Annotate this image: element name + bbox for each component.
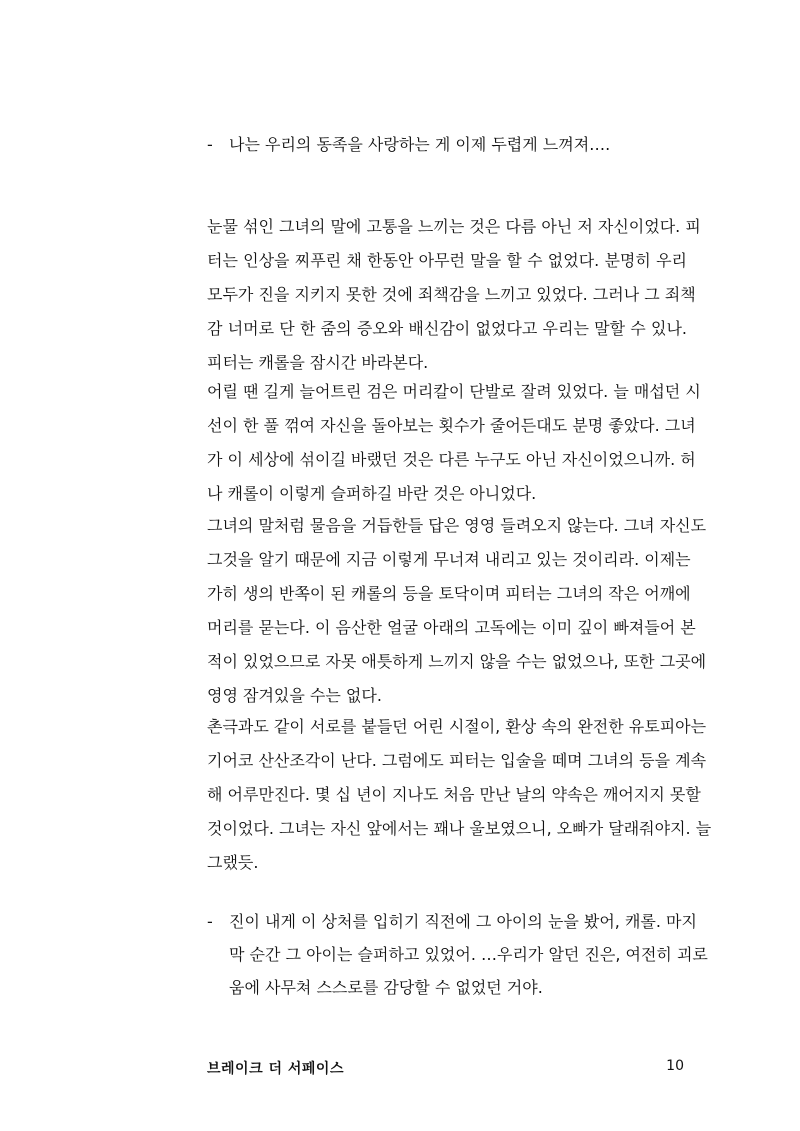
paragraph-line: 촌극과도 같이 서로를 붙들던 어린 시절이, 환상 속의 완전한 유토피아는 [207, 717, 707, 736]
paragraph-line: 어릴 땐 길게 늘어트린 검은 머리칼이 단발로 잘려 있었다. 늘 매섭던 시 [207, 382, 701, 401]
paragraph-line: 터는 인상을 찌푸린 채 한동안 아무런 말을 할 수 없었다. 분명히 우리 [207, 251, 687, 270]
paragraph-line: 눈물 섞인 그녀의 말에 고통을 느끼는 것은 다름 아닌 저 자신이었다. 피 [207, 217, 701, 236]
paragraph-line: 적이 있었으므로 자못 애틋하게 느끼지 않을 수는 없었으나, 또한 그곳에 [207, 652, 707, 671]
paragraph-line: 것이었다. 그녀는 자신 앞에서는 꽤나 울보였으니, 오빠가 달래줘야지. 늘 [207, 819, 712, 838]
paragraph-line: 선이 한 풀 꺾여 자신을 돌아보는 횟수가 줄어든대도 분명 좋았다. 그녀 [207, 416, 696, 435]
paragraph-line: 가 이 세상에 섞이길 바랬던 것은 다른 누구도 아닌 자신이었으니까. 허 [207, 450, 696, 469]
paragraph-line: 감 너머로 단 한 줌의 증오와 배신감이 없었다고 우리는 말할 수 있나. [207, 319, 687, 338]
dialogue-line: 막 순간 그 아이는 슬퍼하고 있었어. …우리가 알던 진은, 여전히 괴로 [229, 945, 708, 964]
paragraph-line: 기어코 산산조각이 난다. 그럼에도 피터는 입술을 떼며 그녀의 등을 계속 [207, 751, 707, 770]
paragraph-line: 나 캐롤이 이렇게 슬퍼하길 바란 것은 아니었다. [207, 484, 537, 503]
dialogue-line: 진이 내게 이 상처를 입히기 직전에 그 아이의 눈을 봤어, 캐롤. 마지 [229, 912, 697, 931]
footer-book-title: 브레이크 더 서페이스 [207, 1061, 344, 1077]
dialogue-line: 나는 우리의 동족을 사랑하는 게 이제 두렵게 느껴져…. [229, 135, 611, 154]
paragraph-line: 모두가 진을 지키지 못한 것에 죄책감을 느끼고 있었다. 그러나 그 죄책 [207, 285, 696, 304]
paragraph-4 [207, 710, 712, 880]
dialogue-dash: - [207, 135, 213, 154]
paragraph-line: 해 어루만진다. 몇 십 년이 지나도 처음 만난 날의 약속은 깨어지지 못할 [207, 785, 701, 804]
paragraph-line: 그녀의 말처럼 물음을 거듭한들 답은 영영 들려오지 않는다. 그녀 자신도 [207, 516, 707, 535]
paragraph-line: 영영 잠겨있을 수는 없다. [207, 686, 382, 705]
paragraph-line: 머리를 묻는다. 이 음산한 얼굴 아래의 고독에는 이미 깊이 빠져들어 본 [207, 618, 696, 637]
dialogue-dash: - [207, 912, 213, 931]
dialogue-block-1 [207, 128, 687, 161]
paragraph-1 [207, 210, 701, 380]
dialogue-block-2 [207, 905, 708, 1004]
paragraph-line: 그랬듯. [207, 853, 259, 872]
dialogue-line: 움에 사무쳐 스스로를 감당할 수 없었던 거야. [229, 978, 543, 997]
paragraph-3 [207, 509, 707, 713]
paragraph-2 [207, 375, 701, 511]
page-number: 10 [666, 1058, 684, 1074]
paragraph-line: 피터는 캐롤을 잠시간 바라본다. [207, 353, 429, 372]
paragraph-line: 가히 생의 반쪽이 된 캐롤의 등을 토닥이며 피터는 그녀의 작은 어깨에 [207, 584, 691, 603]
paragraph-line: 그것을 알기 때문에 지금 이렇게 무너져 내리고 있는 것이리라. 이제는 [207, 550, 691, 569]
